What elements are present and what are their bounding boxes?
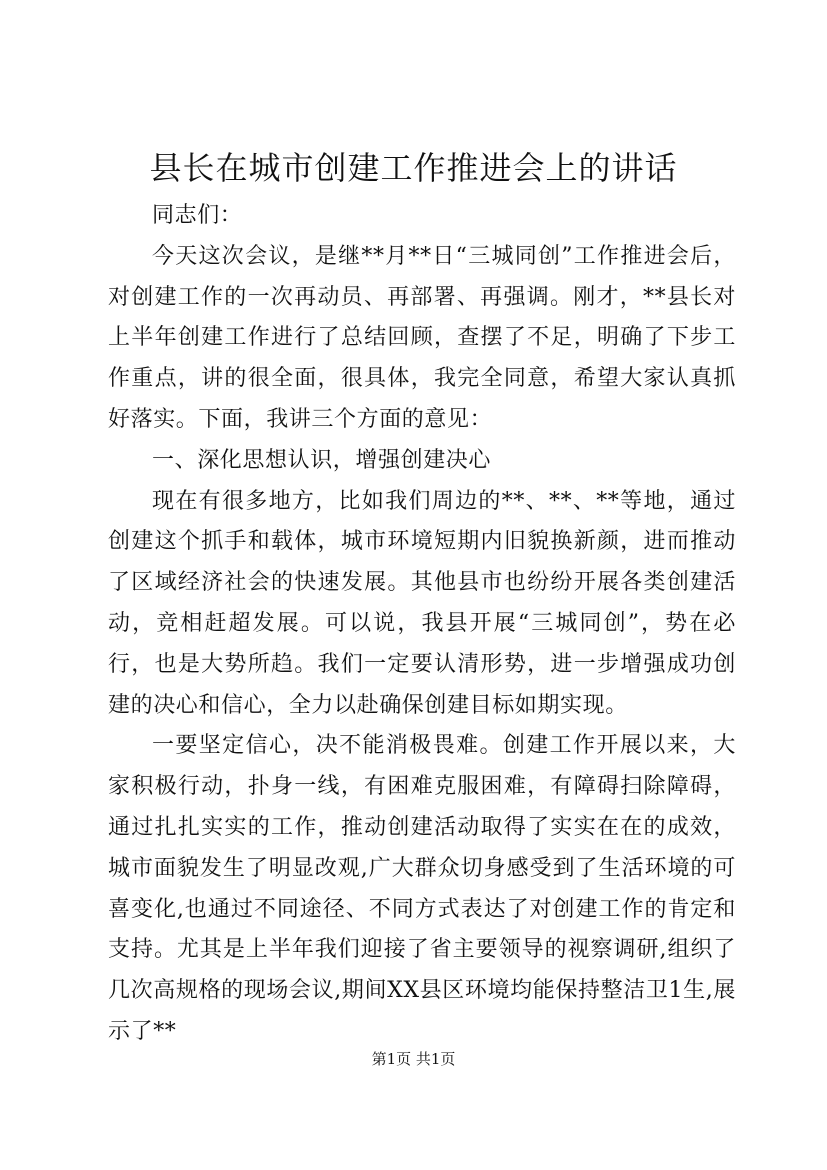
- paragraph-point-1: 一要坚定信心，决不能消极畏难。创建工作开展以来，大家积极行动，扑身一线，有困难克服困难，有障碍扫除障碍，通过扎扎实实的工作，推动创建活动取得了实实在在的成效，城市面貌发生了明显改观,广大群众切身感受到了生活环境的可喜变化,也通过不同途径、不同方式表达了对创建工作的肯定和支持。尤其是上半年我们迎接了省主要领导的视察调研,组织了几次高规格的现场会议,期间XX县区环境均能保持整洁卫1生,展示了**: [108, 733, 736, 1044]
- section-heading-1: 一、深化思想认识，增强创建决心: [152, 447, 492, 473]
- document-title: 县长在城市创建工作推进会上的讲话: [149, 149, 678, 187]
- paragraph-intro: 今天这次会议，是继**月**日“三城同创”工作推进会后，对创建工作的一次再动员、再部署、再强调。刚才，**县长对上半年创建工作进行了总结回顾，查摆了不足，明确了下步工作重点，讲的很全面，很具体，我完全同意，希望大家认真抓好落实。下面，我讲三个方面的意见：: [108, 243, 736, 432]
- paragraph-greeting: 同志们：: [152, 203, 243, 228]
- paragraph-section-1: 现在有很多地方，比如我们周边的**、**、**等地，通过创建这个抓手和载体，城市环境短期内旧貌换新颜，进而推动了区域经济社会的快速发展。其他县市也纷纷开展各类创建活动，竞相赶超发展。可以说，我县开展“三城同创”，势在必行，也是大势所趋。我们一定要认清形势，进一步增强成功创建的决心和信心，全力以赴确保创建目标如期实现。: [108, 488, 736, 718]
- document-body: [108, 196, 736, 1053]
- page-footer: 第1页 共1页: [371, 1050, 456, 1068]
